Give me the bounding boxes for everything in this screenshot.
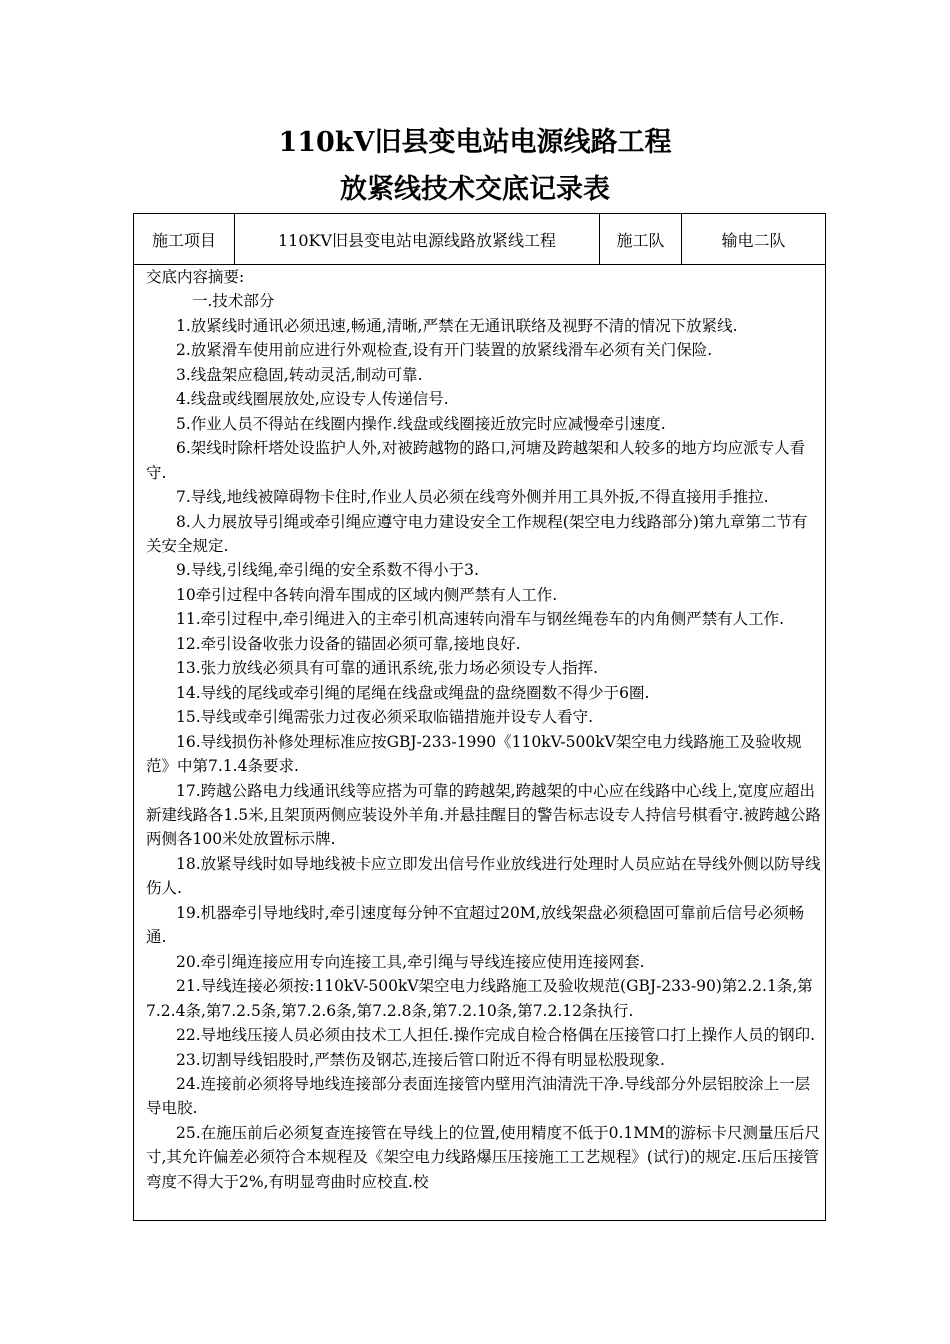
summary-item: 20.牵引绳连接应用专向连接工具,牵引绳与导线连接应使用连接网套.	[176, 952, 645, 971]
summary-item: 14.导线的尾线或牵引绳的尾绳在线盘或绳盘的盘绕圈数不得少于6圈.	[176, 683, 650, 702]
summary-item: 19.机器牵引导地线时,牵引速度每分钟不宜超过20M,放线架盘必须稳固可靠前后信号必须畅通.	[146, 903, 805, 947]
summary-item: 15.导线或牵引绳需张力过夜必须采取临锚措施并设专人看守.	[176, 708, 594, 727]
summary-item: 5.作业人员不得站在线圈内操作.线盘或线圈接近放完时应减慢牵引速度.	[176, 414, 666, 433]
summary-item: 12.牵引设备收张力设备的锚固必须可靠,接地良好.	[176, 634, 521, 653]
team-value-cell: 输电二队	[721, 230, 786, 250]
summary-item: 7.导线,地线被障碍物卡住时,作业人员必须在线弯外侧并用工具外扳,不得直接用手推拉.	[176, 488, 769, 507]
summary-cell	[134, 265, 825, 1194]
summary-item: 16.导线损伤补修处理标准应按GBJ-233-1990《110kV-500kV架空电力线路施工及验收规范》中第7.1.4条要求.	[146, 732, 802, 776]
summary-item: 3.线盘架应稳固,转动灵活,制动可靠.	[176, 365, 423, 384]
header-row	[134, 214, 825, 265]
summary-label: 交底内容摘要:	[146, 268, 245, 286]
project-label-cell: 施工项目	[134, 214, 235, 264]
document-title-line1: 110kV旧县变电站电源线路工程	[278, 127, 672, 158]
summary-item: 17.跨越公路电力线通讯线等应搭为可靠的跨越架,跨越架的中心应在线路中心线上,宽度应超出新建线路各1.5米,且架顶两侧应装设外羊角.并悬挂醒目的警告标志设专人持信号棋看守.被跨越公路两侧各100米处放置标示牌.	[146, 781, 821, 849]
summary-item: 4.线盘或线圈展放处,应设专人传递信号.	[176, 390, 449, 409]
summary-item: 10牵引过程中各转向滑车围成的区域内侧严禁有人工作.	[176, 585, 558, 604]
summary-item: 6.架线时除杆塔处设监护人外,对被跨越物的路口,河塘及跨越架和人较多的地方均应派专人看守.	[146, 439, 806, 482]
summary-item: 21.导线连接必须按:110kV-500kV架空电力线路施工及验收规范(GBJ-233-90)第2.2.1条,第7.2.4条,第7.2.5条,第7.2.6条,第7.2.8条,第7.2.10条,第7.2.12条执行.	[146, 977, 813, 1020]
summary-item: 23.切割导线铝股时,严禁伤及钢芯,连接后管口附近不得有明显松股现象.	[176, 1050, 665, 1069]
summary-item: 13.张力放线必须具有可靠的通讯系统,张力场必须设专人指挥.	[176, 659, 599, 678]
project-value-cell: 110KV旧县变电站电源线路放紧线工程	[235, 214, 600, 264]
summary-item: 24.连接前必须将导地线连接部分表面连接管内壁用汽油清洗干净.导线部分外层铝胶涂上一层导电胶.	[146, 1074, 811, 1118]
summary-item: 11.牵引过程中,牵引绳进入的主牵引机高速转向滑车与钢丝绳卷车的内角侧严禁有人工作.	[176, 610, 785, 629]
summary-item: 22.导地线压接人员必须由技术工人担任.操作完成自检合格偶在压接管口打上操作人员的钢印.	[176, 1026, 816, 1045]
summary-item: 25.在施压前后必须复查连接管在导线上的位置,使用精度不低于0.1MM的游标卡尺测量压后尺寸,其允许偏差必须符合本规程及《架空电力线路爆压压接施工工艺规程》(试行)的规定.压后压接管弯度不得大于2%,有明显弯曲时应校直.校	[146, 1123, 820, 1191]
record-table	[133, 213, 826, 1221]
summary-item: 1.放紧线时通讯必须迅速,畅通,清晰,严禁在无通讯联络及视野不清的情况下放紧线.	[176, 316, 738, 335]
document-title-line2: 放紧线技术交底记录表	[340, 174, 610, 205]
summary-item: 18.放紧导线时如导地线被卡应立即发出信号作业放线进行处理时人员应站在导线外侧以防导线伤人.	[146, 854, 821, 898]
section-heading: 一.技术部分	[192, 292, 275, 311]
summary-items	[146, 314, 821, 1194]
summary-item: 9.导线,引线绳,牵引绳的安全系数不得小于3.	[176, 561, 479, 580]
team-label-cell: 施工队	[600, 214, 682, 264]
summary-item: 2.放紧滑车使用前应进行外观检查,设有开门装置的放紧线滑车必须有关门保险.	[176, 341, 713, 360]
summary-item: 8.人力展放导引绳或牵引绳应遵守电力建设安全工作规程(架空电力线路部分)第九章第二节有关安全规定.	[146, 512, 808, 555]
